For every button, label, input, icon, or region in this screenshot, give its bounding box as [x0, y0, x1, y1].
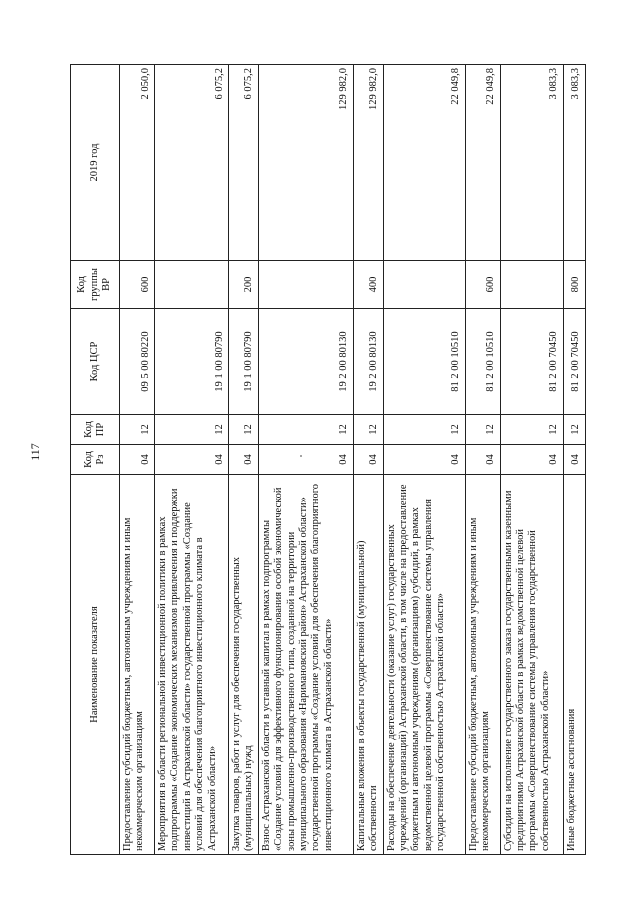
table-row: [120, 65, 155, 855]
cell-rz: 04: [120, 445, 155, 475]
cell-csr: 19 1 00 80790: [229, 309, 259, 415]
cell-csr: 81 2 00 10510: [383, 309, 465, 415]
cell-pr: 12: [563, 415, 585, 445]
cell-vr: [383, 261, 465, 309]
cell-rz: 04: [383, 445, 465, 475]
cell-year: 2 050,0: [120, 65, 155, 261]
cell-rz: 04: [465, 445, 500, 475]
cell-pr: 12: [383, 415, 465, 445]
cell-name: Взнос Астраханской области в уставный капитал в рамках подпрограммы «Создание условий для эффективного функционирования особой экономической зоны промышленно-производственного типа, созданной на территории муниципального образования «Наримановский район» Астраханской области» государственной программы «Создание условий для обеспечения благоприятного инвестиционного климата в Астраханской области»: [258, 475, 353, 855]
cell-name: Капитальные вложения в объекты государственной (муниципальной) собственности: [353, 475, 383, 855]
cell-rz: 04: [563, 445, 585, 475]
cell-year: 6 075,2: [155, 65, 229, 261]
cell-pr: 12: [229, 415, 259, 445]
header-name: Наименование показателя: [71, 475, 120, 855]
cell-name: Расходы на обеспечение деятельности (оказание услуг) государственных учреждений (организаций) Астраханской области, в том числе на предоставление бюджетным и автономным учреждениям (организациям) субсидий, в рамках ведомственной целевой программы «Совершенствование системы управления государственной собственностью Астраханской области»: [383, 475, 465, 855]
cell-csr: 09 5 00 80220: [120, 309, 155, 415]
cell-rz: 04: [353, 445, 383, 475]
cell-year: 3 083,3: [500, 65, 563, 261]
cell-vr: 400: [353, 261, 383, 309]
cell-vr: 600: [465, 261, 500, 309]
header-rz: Код Рз: [71, 445, 120, 475]
table-row: [500, 65, 563, 855]
cell-vr: [500, 261, 563, 309]
header-csr: Код ЦСР: [71, 309, 120, 415]
cell-csr: 19 1 00 80790: [155, 309, 229, 415]
cell-pr: 12: [155, 415, 229, 445]
header-row: [71, 65, 120, 855]
table-row: [353, 65, 383, 855]
budget-table: [70, 64, 586, 855]
table-row: [383, 65, 465, 855]
cell-rz: 04: [258, 445, 353, 475]
cell-pr: 12: [465, 415, 500, 445]
table-row: [258, 65, 353, 855]
cell-name: Мероприятия в области региональной инвестиционной политики в рамках подпрограммы «Создание экономических механизмов привлечения и поддержки инвестиций в Астраханской области» государственной программы «Создание условий для обеспечения благоприятного инвестиционного климата в Астраханской области»: [155, 475, 229, 855]
cell-name: Иные бюджетные ассигнования: [563, 475, 585, 855]
cell-pr: 12: [353, 415, 383, 445]
table-row: [155, 65, 229, 855]
cell-rz: 04: [500, 445, 563, 475]
table-row: [465, 65, 500, 855]
cell-csr: 81 2 00 70450: [563, 309, 585, 415]
header-vr: Код группы ВР: [71, 261, 120, 309]
cell-vr: 600: [120, 261, 155, 309]
cell-csr: 19 2 00 80130: [353, 309, 383, 415]
cell-name: Предоставление субсидий бюджетным, автономным учреждениям и иным некоммерческим организациям: [120, 475, 155, 855]
cell-rz: 04: [155, 445, 229, 475]
header-pr: Код ПР: [71, 415, 120, 445]
page-number: 117: [28, 443, 42, 461]
cell-rz: 04: [229, 445, 259, 475]
cell-name: Закупка товаров, работ и услуг для обеспечения государственных (муниципальных) нужд: [229, 475, 259, 855]
cell-year: 6 075,2: [229, 65, 259, 261]
rotated-page: [70, 65, 582, 855]
table-row: [229, 65, 259, 855]
cell-vr: [155, 261, 229, 309]
cell-vr: [258, 261, 353, 309]
cell-vr: 800: [563, 261, 585, 309]
cell-pr: 12: [120, 415, 155, 445]
cell-csr: 19 2 00 80130: [258, 309, 353, 415]
cell-csr: 81 2 00 70450: [500, 309, 563, 415]
cell-year: 3 083,3: [563, 65, 585, 261]
cell-vr: 200: [229, 261, 259, 309]
header-year: 2019 год: [71, 65, 120, 261]
cell-name: Субсидии на исполнение государственного заказа государственными казенными предприятиями Астраханской области в рамках ведомственной целевой программы «Совершенствование системы управления государственной собственностью Астраханской области»: [500, 475, 563, 855]
cell-year: 129 982,0: [353, 65, 383, 261]
cell-year: 129 982,0: [258, 65, 353, 261]
cell-pr: 12: [258, 415, 353, 445]
cell-pr: 12: [500, 415, 563, 445]
cell-year: 22 049,8: [465, 65, 500, 261]
cell-csr: 81 2 00 10510: [465, 309, 500, 415]
table-row: [563, 65, 585, 855]
cell-year: 22 049,8: [383, 65, 465, 261]
cell-name: Предоставление субсидий бюджетным, автономным учреждениям и иным некоммерческим организациям: [465, 475, 500, 855]
